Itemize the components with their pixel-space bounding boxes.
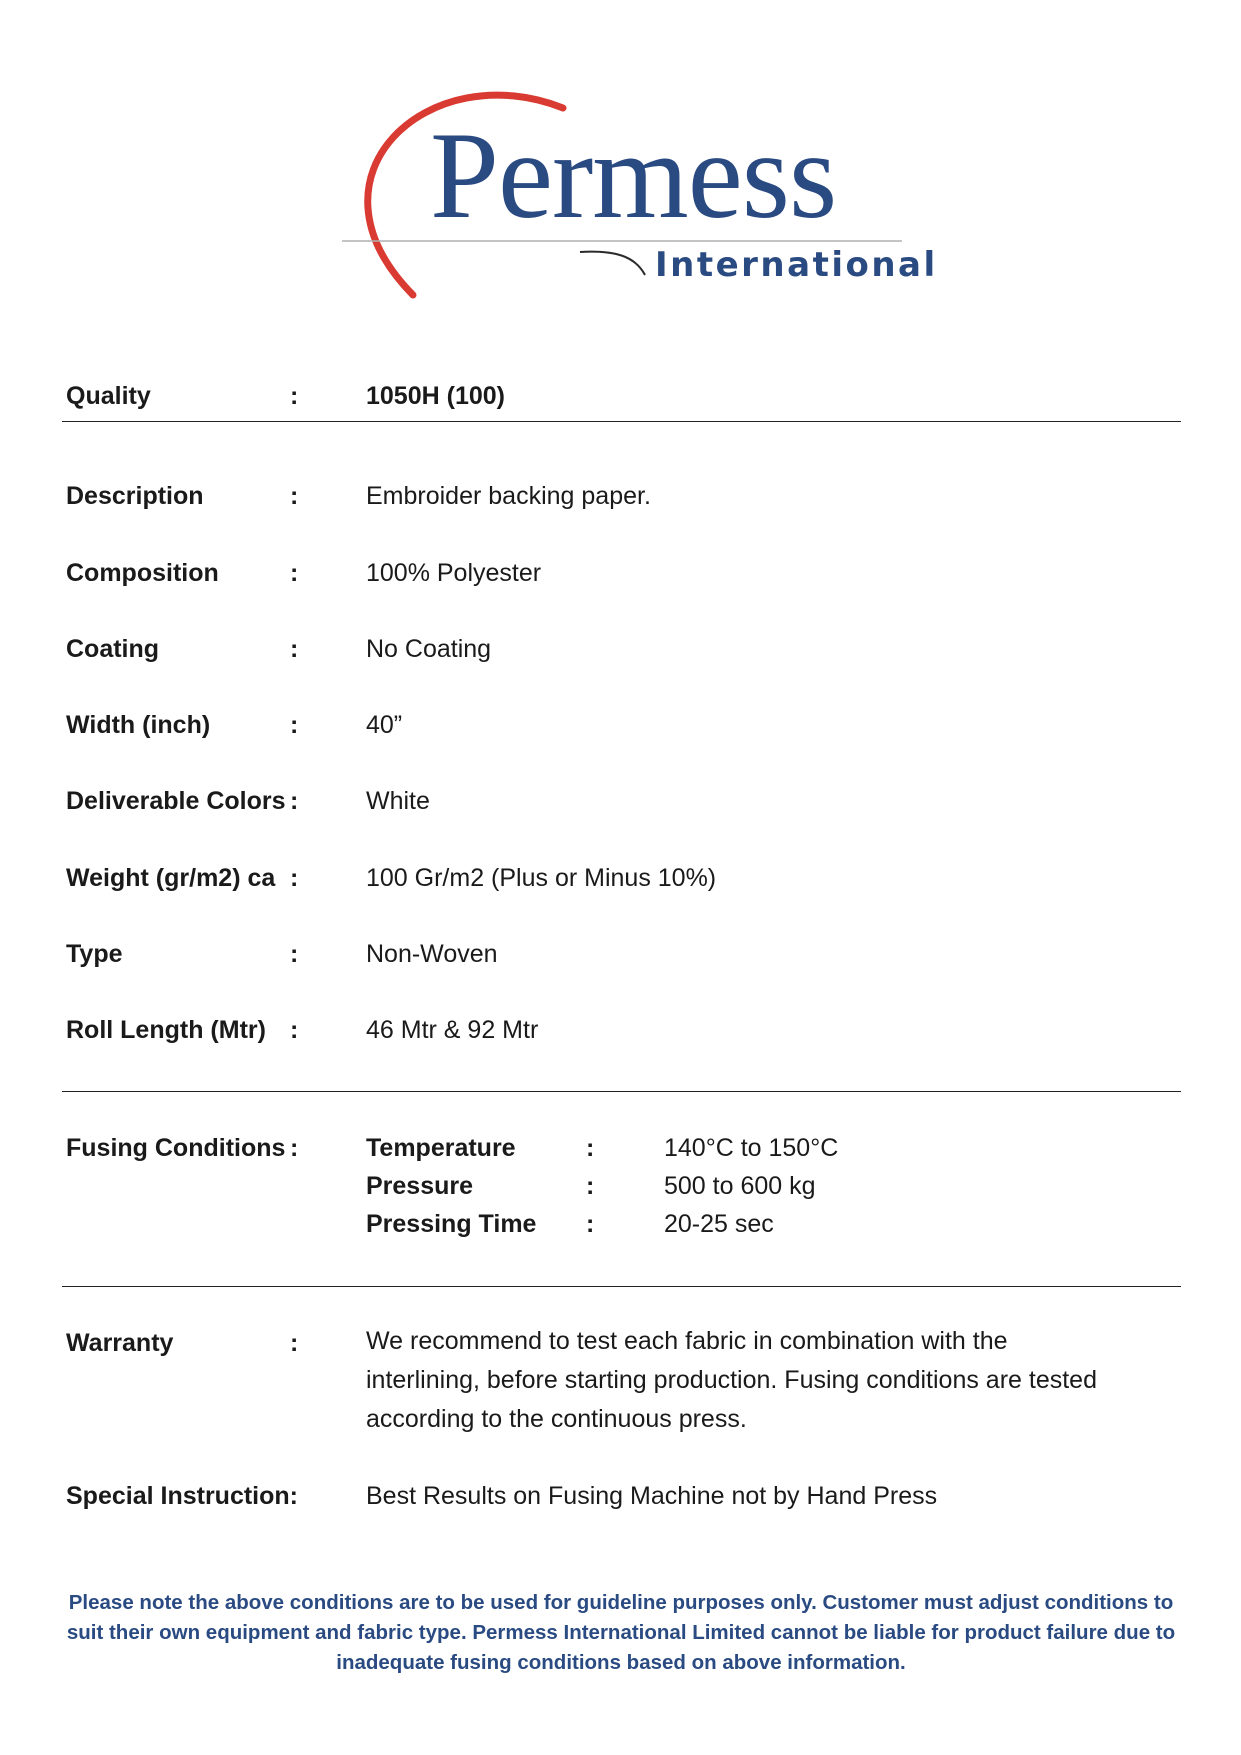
spec-label: Weight (gr/m2) ca — [66, 864, 276, 892]
spec-value: 46 Mtr & 92 Mtr — [366, 1016, 539, 1044]
warranty-label: Warranty — [66, 1329, 174, 1357]
fusing-colon: : — [290, 1134, 299, 1162]
warranty-text — [366, 1322, 1166, 1439]
spec-colon: : — [290, 940, 299, 968]
fusing-item-colon: : — [586, 1210, 595, 1238]
fusing-item-value: 140°C to 150°C — [664, 1134, 839, 1162]
spec-value: Embroider backing paper. — [366, 482, 651, 510]
spec-colon: : — [290, 1016, 299, 1044]
spec-colon: : — [290, 787, 299, 815]
spec-label: Width (inch) — [66, 711, 211, 739]
quality-colon: : — [290, 382, 299, 410]
spec-value: White — [366, 787, 430, 815]
warranty-line: We recommend to test each fabric in combination with the — [366, 1327, 1008, 1355]
spec-value: Non-Woven — [366, 940, 498, 968]
spec-colon: : — [290, 711, 299, 739]
fusing-label: Fusing Conditions — [66, 1134, 286, 1162]
company-logo — [340, 80, 938, 310]
spec-colon: : — [290, 559, 299, 587]
special-instruction-value: Best Results on Fusing Machine not by Hand Press — [366, 1482, 938, 1510]
fusing-item-value: 20-25 sec — [664, 1210, 774, 1238]
spec-value: 100 Gr/m2 (Plus or Minus 10%) — [366, 864, 717, 892]
disclaimer-line: suit their own equipment and fabric type. Permess International Limited cannot be liable for product failure due to — [66, 1621, 1176, 1644]
logo-wordmark: Permess — [430, 107, 837, 244]
spec-colon: : — [290, 635, 299, 663]
warranty-colon: : — [290, 1329, 299, 1357]
disclaimer-line: Please note the above conditions are to be used for guideline purposes only. Customer must adjust conditions to — [68, 1591, 1174, 1614]
disclaimer-note — [66, 1588, 1176, 1678]
logo-subtitle: International — [655, 245, 938, 285]
fusing-item-value: 500 to 600 kg — [664, 1172, 816, 1200]
spec-label: Roll Length (Mtr) — [66, 1016, 266, 1044]
disclaimer-line: inadequate fusing conditions based on above information. — [336, 1651, 906, 1674]
spec-value: 40” — [366, 711, 403, 739]
fusing-item-colon: : — [586, 1172, 595, 1200]
spec-value: No Coating — [366, 635, 492, 663]
special-instruction-label: Special Instruction: — [66, 1482, 298, 1510]
spec-label: Type — [66, 940, 123, 968]
quality-value: 1050H (100) — [366, 382, 505, 410]
fusing-item-label: Temperature — [366, 1134, 516, 1162]
spec-value: 100% Polyester — [366, 559, 542, 587]
quality-label: Quality — [66, 382, 151, 410]
spec-label: Deliverable Colors — [66, 787, 286, 815]
divider — [62, 1286, 1181, 1287]
spec-label: Coating — [66, 635, 160, 663]
warranty-line: according to the continuous press. — [366, 1405, 747, 1433]
fusing-item-colon: : — [586, 1134, 595, 1162]
spec-colon: : — [290, 482, 299, 510]
spec-label: Description — [66, 482, 204, 510]
spec-label: Composition — [66, 559, 219, 587]
fusing-item-label: Pressure — [366, 1172, 474, 1200]
warranty-line: interlining, before starting production. Fusing conditions are tested — [366, 1366, 1097, 1394]
fusing-item-label: Pressing Time — [366, 1210, 537, 1238]
spec-colon: : — [290, 864, 299, 892]
divider — [62, 1091, 1181, 1092]
divider — [62, 421, 1181, 422]
